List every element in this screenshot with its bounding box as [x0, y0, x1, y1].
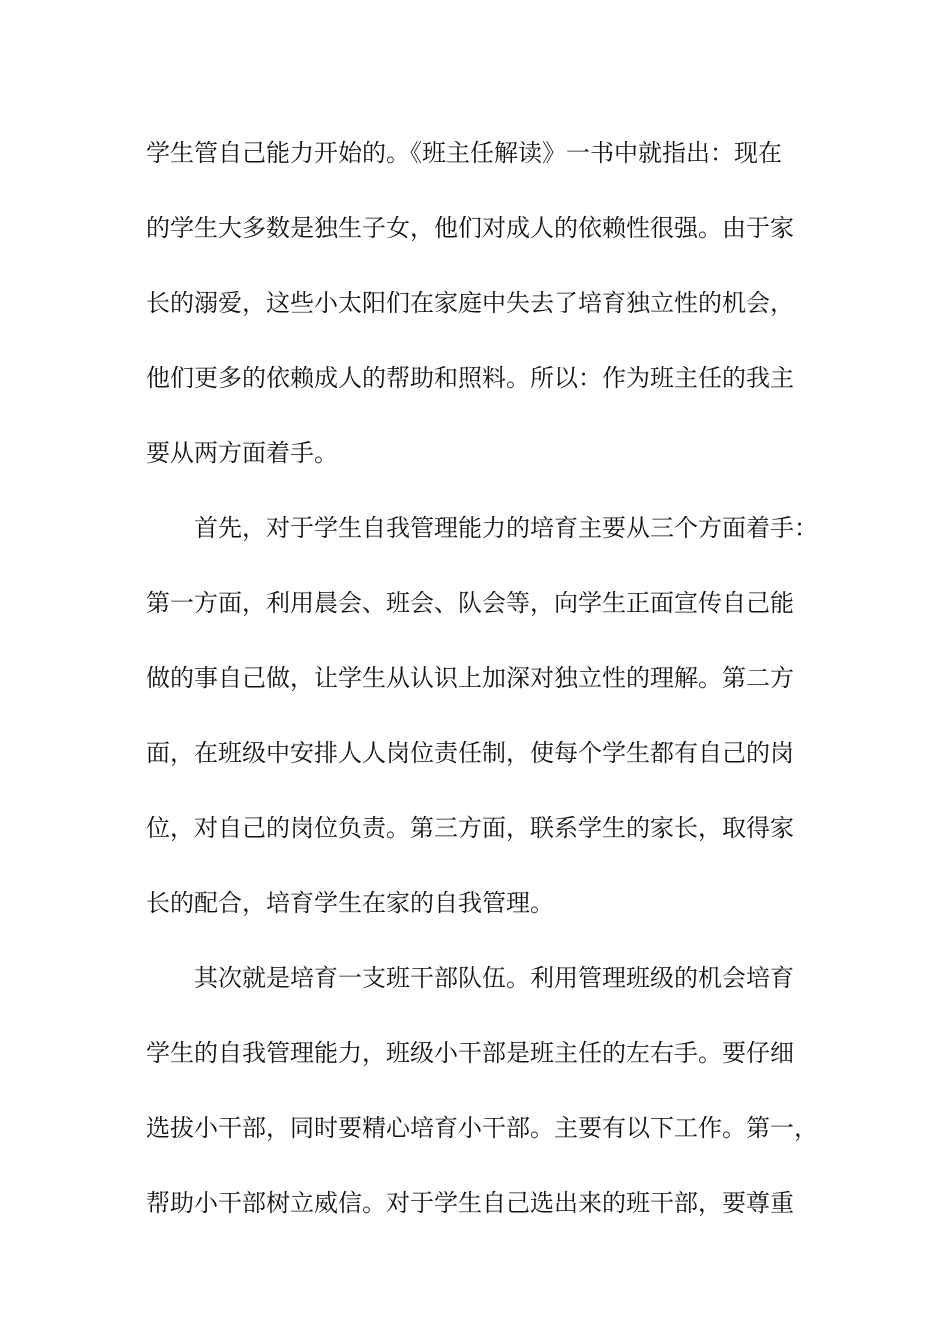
text-line: 长的溺爱，这些小太阳们在家庭中失去了培育独立性的机会， [146, 289, 794, 317]
text-line: 选拔小干部，同时要精心培育小干部。主要有以下工作。第一， [146, 1114, 818, 1142]
text-line: 的学生大多数是独生子女，他们对成人的依赖性很强。由于家 [146, 214, 794, 242]
text-line: 做的事自己做，让学生从认识上加深对独立性的理解。第二方 [146, 664, 794, 692]
text-line: 长的配合，培育学生在家的自我管理。 [146, 889, 554, 917]
body-text [146, 129, 826, 1254]
text-line: 要从两方面着手。 [146, 439, 338, 467]
text-line: 帮助小干部树立威信。对于学生自己选出来的班干部，要尊重 [146, 1189, 794, 1217]
text-line: 第一方面，利用晨会、班会、队会等，向学生正面宣传自己能 [146, 589, 794, 617]
text-line: 学生的自我管理能力，班级小干部是班主任的左右手。要仔细 [146, 1039, 794, 1067]
text-line: 面，在班级中安排人人岗位责任制，使每个学生都有自己的岗 [146, 739, 794, 767]
paragraph-first-line: 其次就是培育一支班干部队伍。利用管理班级的机会培育 [194, 964, 794, 992]
text-line: 他们更多的依赖成人的帮助和照料。所以：作为班主任的我主 [146, 364, 794, 392]
paragraph-first-line: 首先，对于学生自我管理能力的培育主要从三个方面着手： [194, 514, 818, 542]
text-line: 位，对自己的岗位负责。第三方面，联系学生的家长，取得家 [146, 814, 794, 842]
text-line: 学生管自己能力开始的。《班主任解读》一书中就指出：现在 [146, 139, 782, 167]
